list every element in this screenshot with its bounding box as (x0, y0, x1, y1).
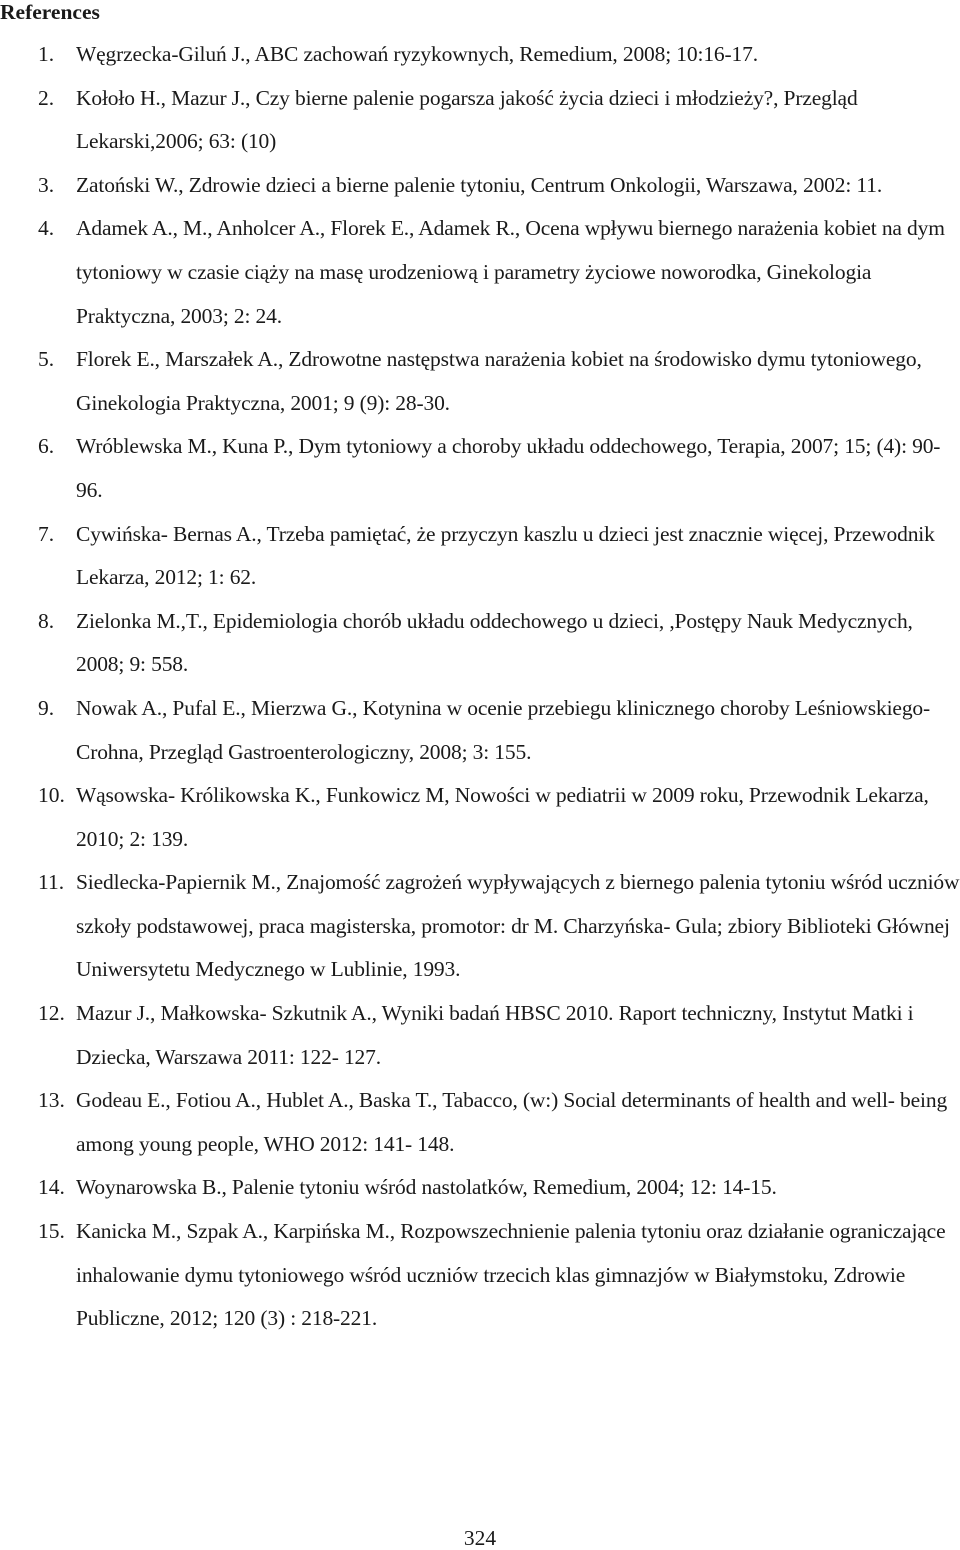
reference-text: Siedlecka-Papiernik M., Znajomość zagrożeń wypływających z biernego palenia tytoniu wśród uczniów szkoły podstawowej, praca magisterska, promotor: dr M. Charzyńska- Gula; zbiory Biblioteki Głównej Uniwersytetu Medycznego w Lublinie, 1993. (76, 870, 960, 982)
reference-number: 2. (38, 85, 55, 110)
reference-item (0, 1210, 960, 1341)
reference-item (0, 207, 960, 338)
reference-text: Woynarowska B., Palenie tytoniu wśród nastolatków, Remedium, 2004; 12: 14-15. (76, 1175, 777, 1200)
reference-number: 14. (38, 1175, 65, 1200)
reference-number: 5. (38, 347, 55, 372)
reference-text: Godeau E., Fotiou A., Hublet A., Baska T., Tabacco, (w:) Social determinants of health and well- being among young people, WHO 2012: 141- 148. (76, 1088, 948, 1156)
reference-item (0, 33, 960, 77)
reference-number: 3. (38, 172, 55, 197)
reference-text: Kanicka M., Szpak A., Karpińska M., Rozpowszechnienie palenia tytoniu oraz działanie ograniczające inhalowanie dymu tytoniowego wśród uczniów trzecich klas gimnazjów w Białymstoku, Zdrowie Publiczne, 2012; 120 (3) : 218-221. (76, 1219, 946, 1331)
reference-item (0, 164, 960, 208)
reference-item (0, 1166, 960, 1210)
reference-item (0, 861, 960, 992)
reference-text: Florek E., Marszałek A., Zdrowotne następstwa narażenia kobiet na środowisko dymu tytoniowego, Ginekologia Praktyczna, 2001; 9 (9): 28-30. (76, 347, 922, 415)
reference-item (0, 774, 960, 861)
reference-text: Adamek A., M., Anholcer A., Florek E., Adamek R., Ocena wpływu biernego narażenia kobiet na dym tytoniowy w czasie ciąży na masę urodzeniową i parametry życiowe noworodka, Ginekologia Praktyczna, 2003; 2: 24. (76, 216, 945, 328)
reference-item (0, 600, 960, 687)
reference-number: 13. (38, 1088, 65, 1113)
reference-number: 4. (38, 216, 55, 241)
reference-number: 8. (38, 608, 55, 633)
reference-item (0, 338, 960, 425)
reference-number: 7. (38, 521, 55, 546)
reference-text: Nowak A., Pufal E., Mierzwa G., Kotynina w ocenie przebiegu klinicznego choroby Leśniowskiego- Crohna, Przegląd Gastroenterologiczny, 2008; 3: 155. (76, 695, 931, 764)
reference-text: Zielonka M.,T., Epidemiologia chorób układu oddechowego u dzieci, ,Postępy Nauk Medycznych, 2008; 9: 558. (76, 608, 913, 677)
reference-item (0, 425, 960, 512)
reference-number: 6. (38, 434, 55, 459)
reference-number: 1. (38, 42, 55, 66)
page-number: 324 (463, 1526, 497, 1550)
reference-text: Wróblewska M., Kuna P., Dym tytoniowy a choroby układu oddechowego, Terapia, 2007; 15; (4): 90-96. (76, 434, 941, 502)
reference-text: Kołoło H., Mazur J., Czy bierne palenie pogarsza jakość życia dzieci i młodzieży?, Przegląd Lekarski,2006; 63: (10) (76, 85, 858, 154)
reference-text: Węgrzecka-Giluń J., ABC zachowań ryzykownych, Remedium, 2008; 10:16-17. (76, 42, 758, 66)
reference-text: Zatoński W., Zdrowie dzieci a bierne palenie tytoniu, Centrum Onkologii, Warszawa, 2002: 11. (76, 172, 883, 197)
reference-number: 9. (38, 695, 55, 720)
references-heading: References (0, 0, 100, 24)
reference-number: 10. (38, 783, 65, 808)
reference-text: Wąsowska- Królikowska K., Funkowicz M, Nowości w pediatrii w 2009 roku, Przewodnik Lekarza, 2010; 2: 139. (76, 783, 929, 851)
reference-text: Cywińska- Bernas A., Trzeba pamiętać, że przyczyn kaszlu u dzieci jest znacznie więcej, Przewodnik Lekarza, 2012; 1: 62. (76, 521, 935, 590)
reference-item (0, 513, 960, 600)
reference-text: Mazur J., Małkowska- Szkutnik A., Wyniki badań HBSC 2010. Raport techniczny, Instytut Matki i Dziecka, Warszawa 2011: 122- 127. (76, 1001, 914, 1069)
reference-list (0, 33, 960, 1341)
reference-number: 12. (38, 1001, 65, 1026)
reference-item (0, 1079, 960, 1166)
reference-number: 15. (38, 1219, 65, 1244)
reference-item (0, 687, 960, 774)
reference-item (0, 992, 960, 1079)
reference-item (0, 77, 960, 164)
reference-number: 11. (38, 870, 65, 895)
